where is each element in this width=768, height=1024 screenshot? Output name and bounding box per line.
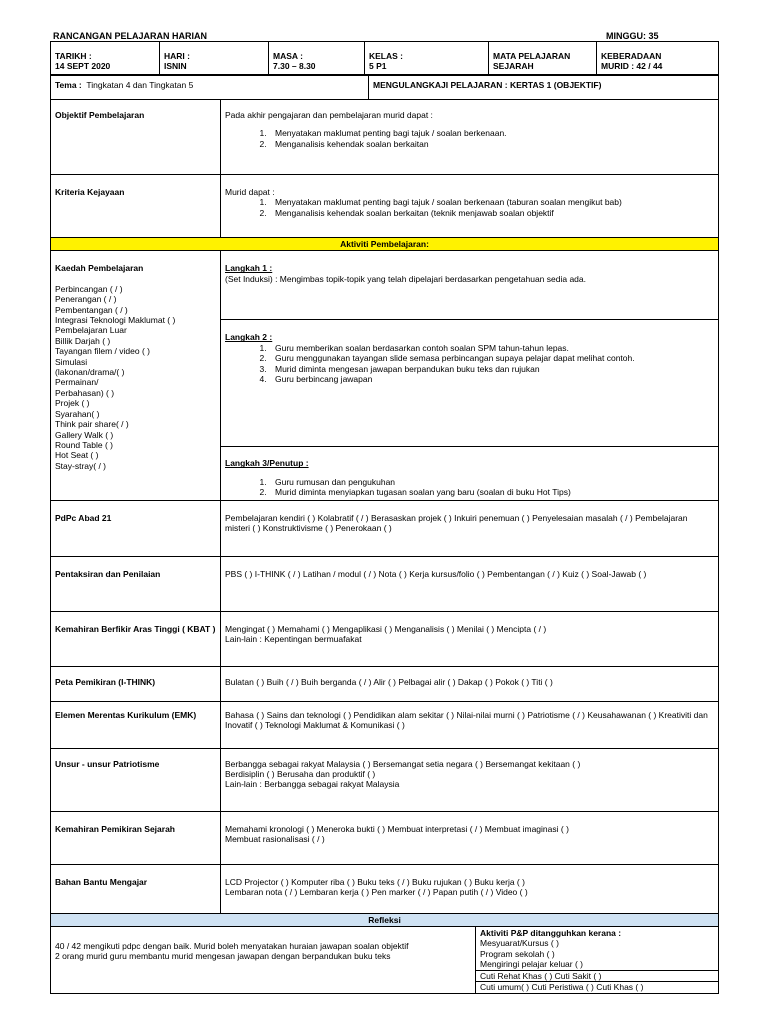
method-item: Integrasi Teknologi Maklumat ( ) [55, 315, 176, 326]
pdpc-label: PdPc Abad 21 [51, 500, 221, 556]
step1-text: (Set Induksi) : Mengimbas topik-topik yang telah dipelajari berdasarkan pengetahuan sedia ada. [225, 273, 587, 284]
criteria-item: 1. Menyatakan maklumat penting bagi tajuk / soalan berkenaan (taburan soalan mengikut bab) [269, 197, 714, 207]
method-item: (lakonan/drama/( ) [55, 367, 125, 378]
method-item: Tayangan filem / video ( ) [55, 346, 150, 357]
method-item: Perbahasan) ( ) [55, 387, 115, 398]
method-item: Hot Seat ( ) [55, 450, 99, 461]
step2-label: Langkah 2 : [225, 332, 273, 343]
method-item: Penerangan ( / ) [55, 294, 117, 305]
activity-header: Aktiviti Pembelajaran: [51, 238, 719, 251]
step2-cell [221, 320, 719, 447]
step2-item: 3. Murid diminta mengesan jawapan berpandukan buku teks dan rujukan [269, 364, 714, 374]
step1-label: Langkah 1 : [225, 263, 273, 274]
week-label: MINGGU: 35 [606, 31, 659, 41]
assessment-label: Pentaksiran dan Penilaian [51, 556, 221, 611]
method-item: Pembelajaran Luar [55, 325, 127, 336]
step3-item: 2. Murid diminta menyiapkan tugasan soalan yang baru (soalan di buku Hot Tips) [269, 487, 714, 497]
method-item: Stay-stray( / ) [55, 460, 107, 471]
step2-item: 2. Guru menggunakan tayangan slide semasa perbincangan supaya pelajar dapat melihat contoh. [269, 353, 714, 363]
method-item: Pembentangan ( / ) [55, 304, 128, 315]
method-item: Gallery Walk ( ) [55, 429, 114, 440]
theme-value: Tingkatan 4 dan Tingkatan 5 [86, 80, 194, 90]
topic-cell: MENGULANGKAJI PELAJARAN : KERTAS 1 (OBJEKTIF) [369, 76, 719, 100]
header-table [50, 41, 719, 75]
method-item: Think pair share( / ) [55, 419, 129, 430]
attendance-cell: KEBERADAAN MURID : 42 / 44 [597, 42, 719, 75]
history-skill-label: Kemahiran Pemikiran Sejarah [51, 811, 221, 864]
ithink-label: Peta Pemikiran (I-THINK) [51, 666, 221, 701]
criteria-content: Murid dapat : 1. Menyatakan maklumat penting bagi tajuk / soalan berkenaan (taburan soalan mengikut bab) 2. Menganalisis kehendak soalan berkaitan (teknik menjawab soalan objektif [221, 175, 719, 238]
patriotism-content: Berbangga sebagai rakyat Malaysia ( ) Bersemangat setia negara ( ) Bersemangat kekitaan ( ) Berdisiplin ( ) Berusaha dan produktif ( ) Lain-lain : Berbangga sebagai rakyat Malaysia [221, 748, 719, 811]
postponed-item: Mesyuarat/Kursus ( ) [480, 938, 559, 949]
teaching-aids-content: LCD Projector ( ) Komputer riba ( ) Buku teks ( / ) Buku rujukan ( ) Buku kerja ( ) Lembaran nota ( / ) Lembaran kerja ( ) Pen marker ( / ) Papan putih ( / ) Video ( ) [221, 864, 719, 913]
kbat-label: Kemahiran Berfikir Aras Tinggi ( KBAT ) [51, 611, 221, 666]
method-cell: Kaedah Pembelajaran Perbincangan ( / ) Penerangan ( / ) Pembentangan ( / ) Integrasi Teknologi Maklumat ( ) Pembelajaran Luar Billik Darjah ( ) Tayangan filem / video ( ) Simulasi (lakonan/drama/( ) Permainan/ Perbahasan) ( ) Projek ( ) Syarahan( ) Think pair share( / ) Gallery Walk ( ) Round Table ( ) Hot Seat ( ) Stay-stray( / ) [51, 251, 221, 500]
emk-content: Bahasa ( ) Sains dan teknologi ( ) Pendidikan alam sekitar ( ) Nilai-nilai murni ( ) Patriotisme ( / ) Keusahawanan ( ) Kreativiti dan Inovatif ( ) Teknologi Maklumat & Komunikasi ( ) [221, 701, 719, 748]
pdpc-content: Pembelajaran kendiri ( ) Kolabratif ( / ) Berasaskan projek ( ) Inkuiri penemuan ( ) Penyelesaian masalah ( / ) Pembelajaran misteri ( ) Konstruktivisme ( ) Penerokaan ( ) [221, 500, 719, 556]
objective-item: 1. Menyatakan maklumat penting bagi tajuk / soalan berkenaan. [269, 128, 714, 138]
page-title: RANCANGAN PELAJARAN HARIAN [53, 31, 208, 41]
method-item: Perbincangan ( / ) [55, 283, 123, 294]
history-skill-content: Memahami kronologi ( ) Meneroka bukti ( ) Membuat interpretasi ( / ) Membuat imaginasi ( ) Membuat rasionalisasi ( / ) [221, 811, 719, 864]
assessment-content: PBS ( ) I-THINK ( / ) Latihan / modul ( / ) Nota ( ) Kerja kursus/folio ( ) Pembentangan ( / ) Kuiz ( ) Soal-Jawab ( ) [221, 556, 719, 611]
step2-item: 4. Guru berbincang jawapan [269, 374, 714, 384]
criteria-item: 2. Menganalisis kehendak soalan berkaitan (teknik menjawab soalan objektif [269, 208, 714, 218]
subject-cell: MATA PELAJARAN SEJARAH [489, 42, 597, 75]
title-line [50, 28, 718, 41]
lesson-plan [50, 28, 718, 994]
method-item: Round Table ( ) [55, 439, 113, 450]
content-table [50, 75, 719, 994]
postponed-item: Cuti Rehat Khas ( ) Cuti Sakit ( ) [476, 970, 718, 981]
date-cell: TARIKH : 14 SEPT 2020 [51, 42, 160, 75]
time-cell: MASA : 7.30 – 8.30 [269, 42, 365, 75]
day-cell: HARI : ISNIN [160, 42, 269, 75]
criteria-label: Kriteria Kejayaan [51, 175, 221, 238]
method-item: Syarahan( ) [55, 408, 100, 419]
patriotism-label: Unsur - unsur Patriotisme [51, 748, 221, 811]
reflection-header: Refleksi [51, 913, 719, 926]
step1-cell [221, 251, 719, 320]
method-item: Permainan/ [55, 377, 99, 388]
step3-item: 1. Guru rumusan dan pengukuhan [269, 477, 714, 487]
postponed-item: Program sekolah ( ) [480, 948, 555, 959]
step3-cell [221, 447, 719, 500]
step2-item: 1. Guru memberikan soalan berdasarkan contoh soalan SPM tahun-tahun lepas. [269, 343, 714, 353]
emk-label: Elemen Merentas Kurikulum (EMK) [51, 701, 221, 748]
theme-cell: Tema : Tingkatan 4 dan Tingkatan 5 [51, 76, 369, 100]
step3-label: Langkah 3/Penutup : [225, 458, 309, 469]
reflection-content: 40 / 42 mengikuti pdpc dengan baik. Murid boleh menyatakan huraian jawapan soalan objektif 2 orang murid guru membantu murid mengesan jawapan dengan berpandukan buku teks [51, 927, 476, 994]
objective-content: Pada akhir pengajaran dan pembelajaran murid dapat : 1. Menyatakan maklumat penting bagi tajuk / soalan berkenaan. 2. Menganalisis kehendak soalan berkaitan [221, 100, 719, 175]
postponed-cell: Aktiviti P&P ditangguhkan kerana : Mesyuarat/Kursus ( ) Program sekolah ( ) Mengiringi pelajar keluar ( ) Cuti Rehat Khas ( ) Cuti Sakit ( ) Cuti umum( ) Cuti Peristiwa ( ) Cuti Khas ( ) [476, 927, 719, 994]
postponed-item: Cuti umum( ) Cuti Peristiwa ( ) Cuti Khas ( ) [476, 981, 718, 992]
objective-label: Objektif Pembelajaran [51, 100, 221, 175]
method-item: Projek ( ) [55, 398, 90, 409]
objective-item: 2. Menganalisis kehendak soalan berkaitan [269, 139, 714, 149]
teaching-aids-label: Bahan Bantu Mengajar [51, 864, 221, 913]
class-cell: KELAS : 5 P1 [365, 42, 489, 75]
ithink-content: Bulatan ( ) Buih ( / ) Buih berganda ( / ) Alir ( ) Pelbagai alir ( ) Dakap ( ) Pokok ( ) Titi ( ) [221, 666, 719, 701]
method-item: Billik Darjah ( ) [55, 335, 111, 346]
postponed-item: Mengiringi pelajar keluar ( ) [480, 959, 584, 970]
method-item: Simulasi [55, 356, 88, 367]
kbat-content: Mengingat ( ) Memahami ( ) Mengaplikasi ( ) Menganalisis ( ) Menilai ( ) Mencipta ( / ) Lain-lain : Kepentingan bermuafakat [221, 611, 719, 666]
